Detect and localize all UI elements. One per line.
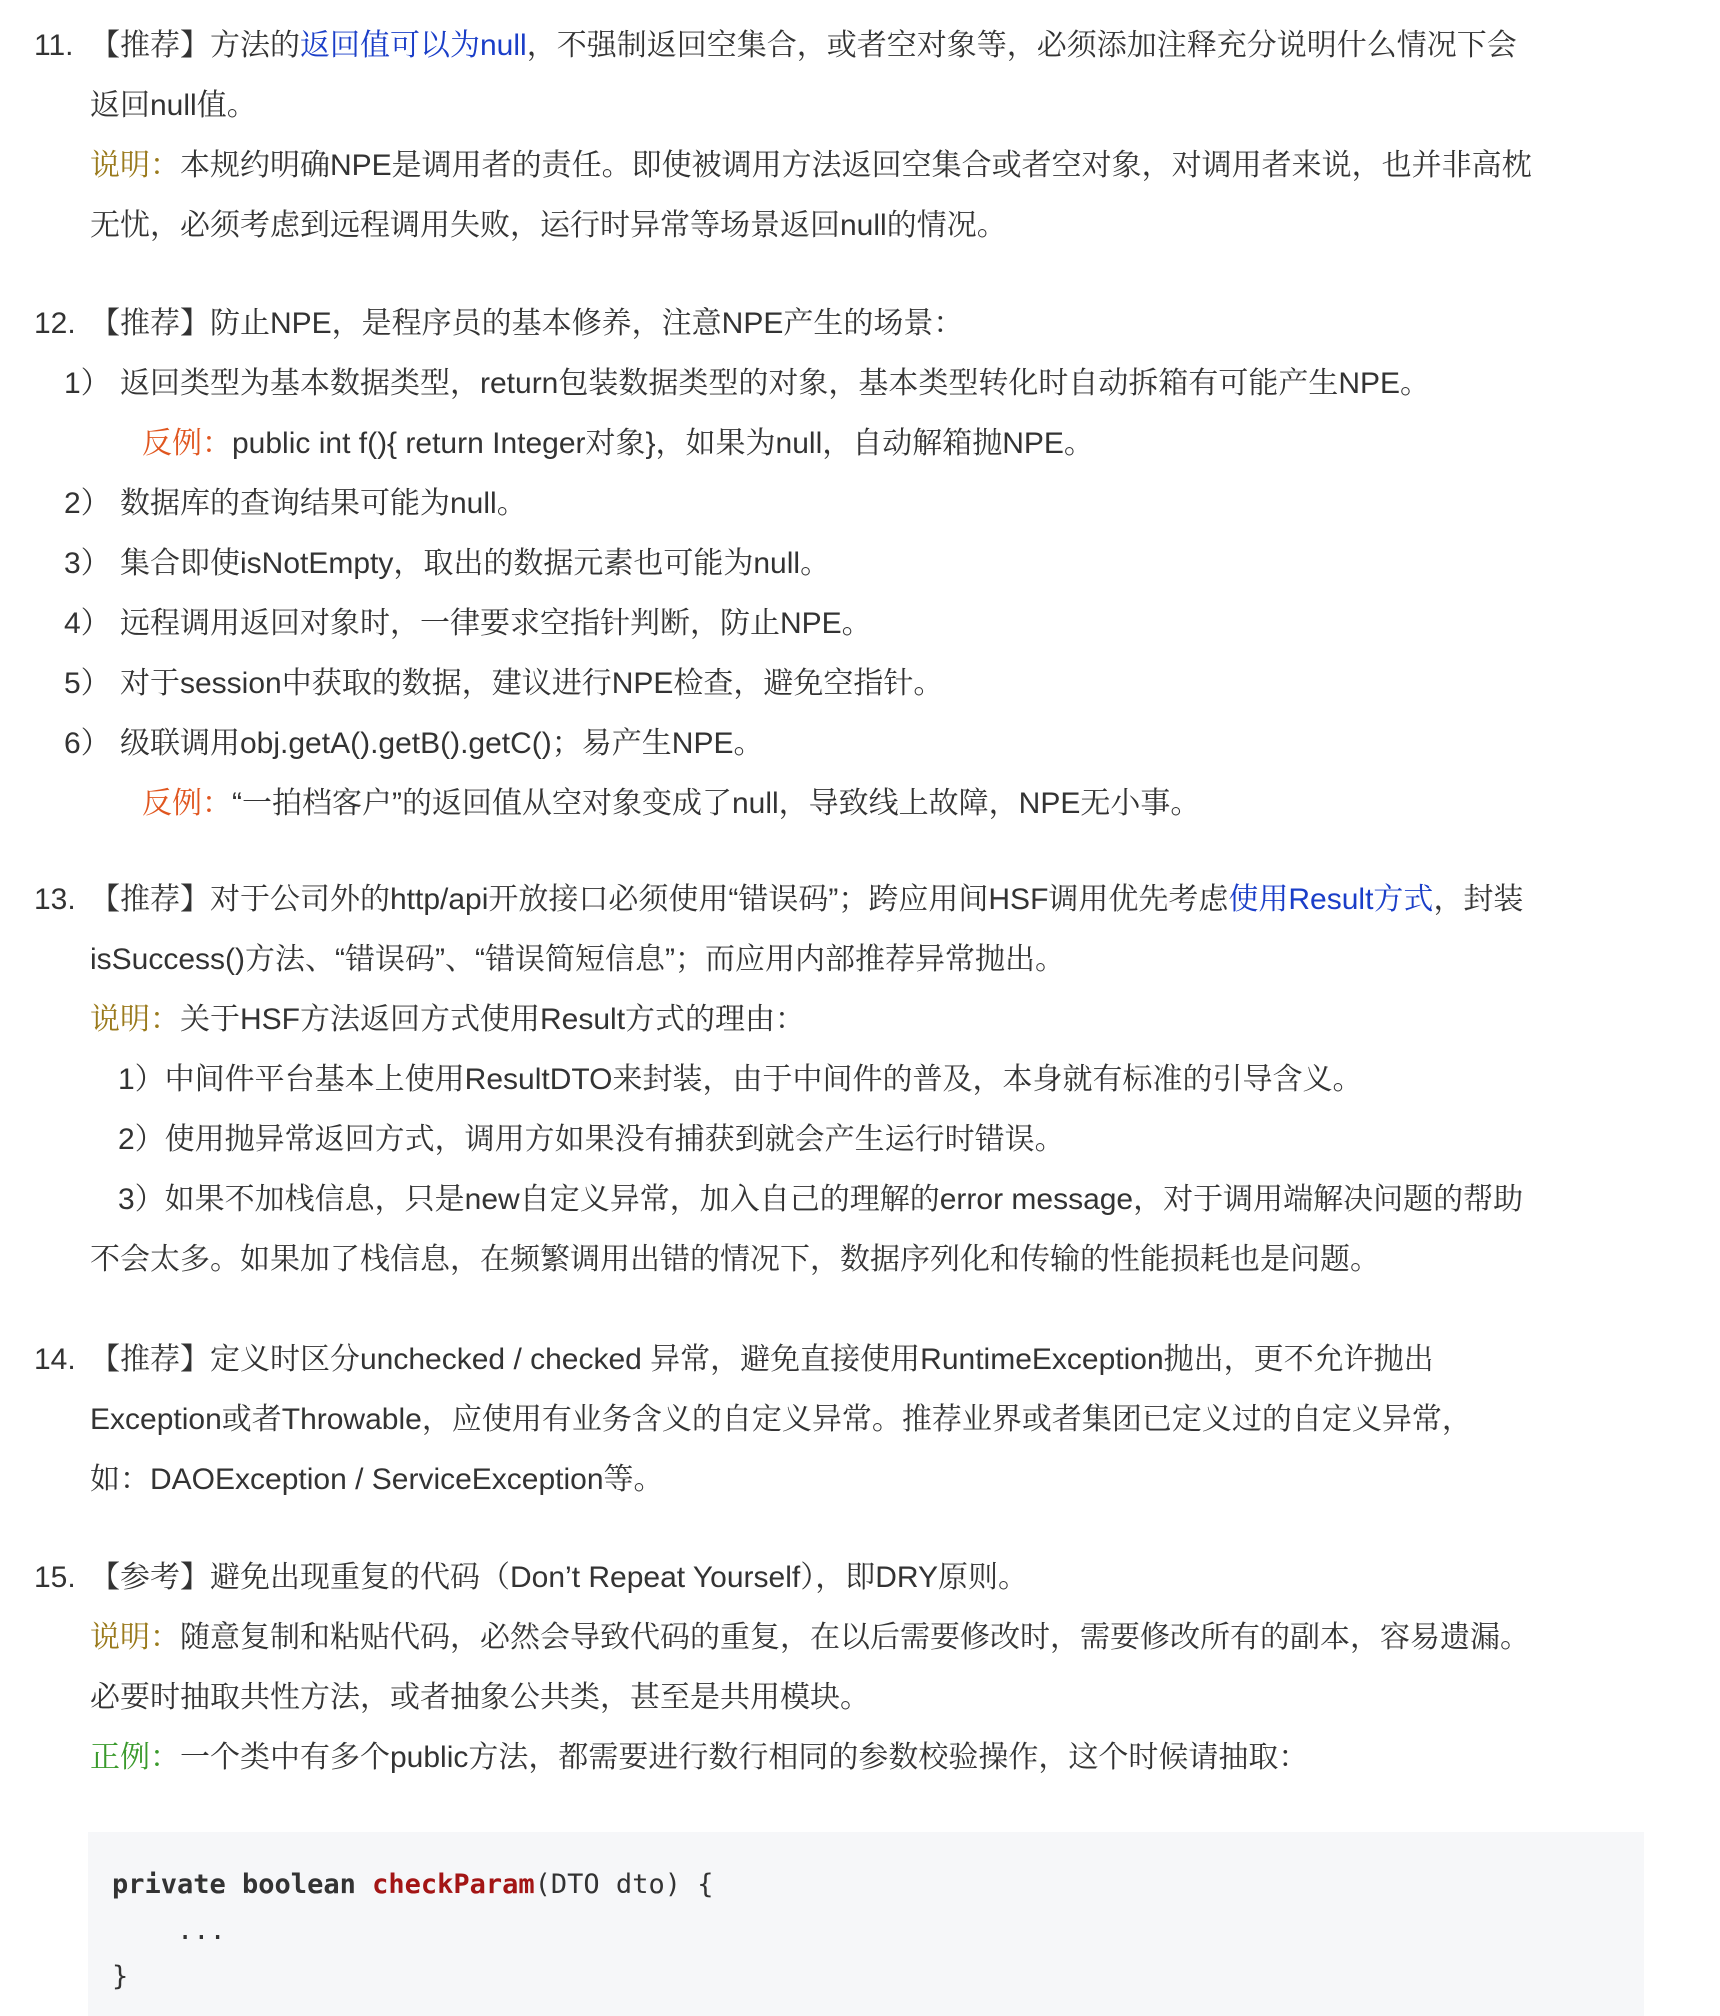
rule-text: 方法的 bbox=[210, 29, 300, 62]
rule-tag: 【推荐】 bbox=[90, 29, 210, 62]
list-item: 3）如果不加栈信息，只是new自定义异常，加入自己的理解的error message，对于调用端解决问题的帮助 bbox=[118, 1183, 1524, 1216]
list-item: 3） 集合即使isNotEmpty，取出的数据元素也可能为null。 bbox=[64, 547, 831, 580]
rule-number: 11. bbox=[34, 29, 74, 62]
code-line bbox=[112, 1862, 713, 1908]
rule-tag: 【推荐】 bbox=[90, 883, 210, 916]
note-text-line2: 无忧，必须考虑到远程调用失败，运行时异常等场景返回null的情况。 bbox=[90, 209, 1007, 242]
rule-number: 13. bbox=[34, 883, 76, 916]
rule-12 bbox=[34, 294, 1674, 834]
rule-text-cont: ，不强制返回空集合，或者空对象等，必须添加注释充分说明什么情况下会 bbox=[526, 29, 1517, 62]
counter-example-text: “一拍档客户”的返回值从空对象变成了null，导致线上故障，NPE无小事。 bbox=[232, 787, 1201, 820]
code-function-name: checkParam bbox=[372, 1869, 535, 1900]
list-item: 6） 级联调用obj.getA().getB().getC()；易产生NPE。 bbox=[64, 727, 764, 760]
counter-example-label: 反例： bbox=[142, 787, 232, 820]
rule-number: 12. bbox=[34, 307, 76, 340]
rule-tag: 【推荐】 bbox=[90, 307, 210, 340]
rule-tag: 【参考】 bbox=[90, 1561, 210, 1594]
note-text: 本规约明确NPE是调用者的责任。即使被调用方法返回空集合或者空对象，对调用者来说，也并非高枕 bbox=[180, 149, 1532, 182]
rule-13 bbox=[34, 870, 1674, 1290]
rule-link[interactable]: 使用Result方式 bbox=[1228, 883, 1434, 916]
rule-text: 定义时区分unchecked / checked 异常，避免直接使用RuntimeException抛出，更不允许抛出 bbox=[210, 1343, 1434, 1376]
note-text: 关于HSF方法返回方式使用Result方式的理由： bbox=[180, 1003, 806, 1036]
code-block bbox=[88, 1832, 1644, 2016]
note-label: 说明： bbox=[90, 1003, 180, 1036]
rule-text-line2: Exception或者Throwable，应使用有业务含义的自定义异常。推荐业界或者集团已定义过的自定义异常， bbox=[90, 1403, 1472, 1436]
rule-15 bbox=[34, 1548, 1674, 1788]
note-label: 说明： bbox=[90, 149, 180, 182]
code-keyword: private boolean bbox=[112, 1869, 373, 1900]
positive-example-label: 正例： bbox=[90, 1741, 180, 1774]
rule-14 bbox=[34, 1330, 1674, 1510]
rule-text: 防止NPE，是程序员的基本修养，注意NPE产生的场景： bbox=[210, 307, 964, 340]
rule-number: 14. bbox=[34, 1343, 76, 1376]
note-label: 说明： bbox=[90, 1621, 180, 1654]
rule-text: 避免出现重复的代码（Don’t Repeat Yourself），即DRY原则。 bbox=[210, 1561, 1028, 1594]
note-text-line2: 必要时抽取共性方法，或者抽象公共类，甚至是共用模块。 bbox=[90, 1681, 870, 1714]
rule-number: 15. bbox=[34, 1561, 76, 1594]
note-text: 随意复制和粘贴代码，必然会导致代码的重复，在以后需要修改时，需要修改所有的副本，容易遗漏。 bbox=[180, 1621, 1530, 1654]
list-item: 1） 返回类型为基本数据类型，return包装数据类型的对象，基本类型转化时自动拆箱有可能产生NPE。 bbox=[64, 367, 1431, 400]
rule-11 bbox=[34, 16, 1674, 256]
list-item: 2） 数据库的查询结果可能为null。 bbox=[64, 487, 527, 520]
rule-text-line2: isSuccess()方法、“错误码”、“错误简短信息”；而应用内部推荐异常抛出。 bbox=[90, 943, 1065, 976]
list-item-cont: 不会太多。如果加了栈信息，在频繁调用出错的情况下，数据序列化和传输的性能损耗也是问题。 bbox=[90, 1243, 1380, 1276]
list-item: 2）使用抛异常返回方式，调用方如果没有捕获到就会产生运行时错误。 bbox=[118, 1123, 1065, 1156]
code-line: ... bbox=[112, 1915, 226, 1946]
counter-example-text: public int f(){ return Integer对象}，如果为null，自动解箱抛NPE。 bbox=[232, 427, 1094, 460]
counter-example-label: 反例： bbox=[142, 427, 232, 460]
code-line: } bbox=[112, 1961, 129, 1992]
list-item: 4） 远程调用返回对象时，一律要求空指针判断，防止NPE。 bbox=[64, 607, 872, 640]
rule-text-cont: ，封装 bbox=[1433, 883, 1524, 916]
positive-example-text: 一个类中有多个public方法，都需要进行数行相同的参数校验操作，这个时候请抽取： bbox=[180, 1741, 1309, 1774]
rule-link[interactable]: 返回值可以为null bbox=[300, 29, 527, 62]
code-params: (DTO dto) { bbox=[534, 1869, 714, 1900]
rule-text-line2: 返回null值。 bbox=[90, 89, 257, 122]
list-item: 5） 对于session中获取的数据，建议进行NPE检查，避免空指针。 bbox=[64, 667, 944, 700]
rule-text: 对于公司外的http/api开放接口必须使用“错误码”；跨应用间HSF调用优先考虑 bbox=[210, 883, 1229, 916]
list-item: 1）中间件平台基本上使用ResultDTO来封装，由于中间件的普及，本身就有标准的引导含义。 bbox=[118, 1063, 1363, 1096]
rule-tag: 【推荐】 bbox=[90, 1343, 210, 1376]
rule-text-line3: 如：DAOException / ServiceException等。 bbox=[90, 1463, 664, 1496]
